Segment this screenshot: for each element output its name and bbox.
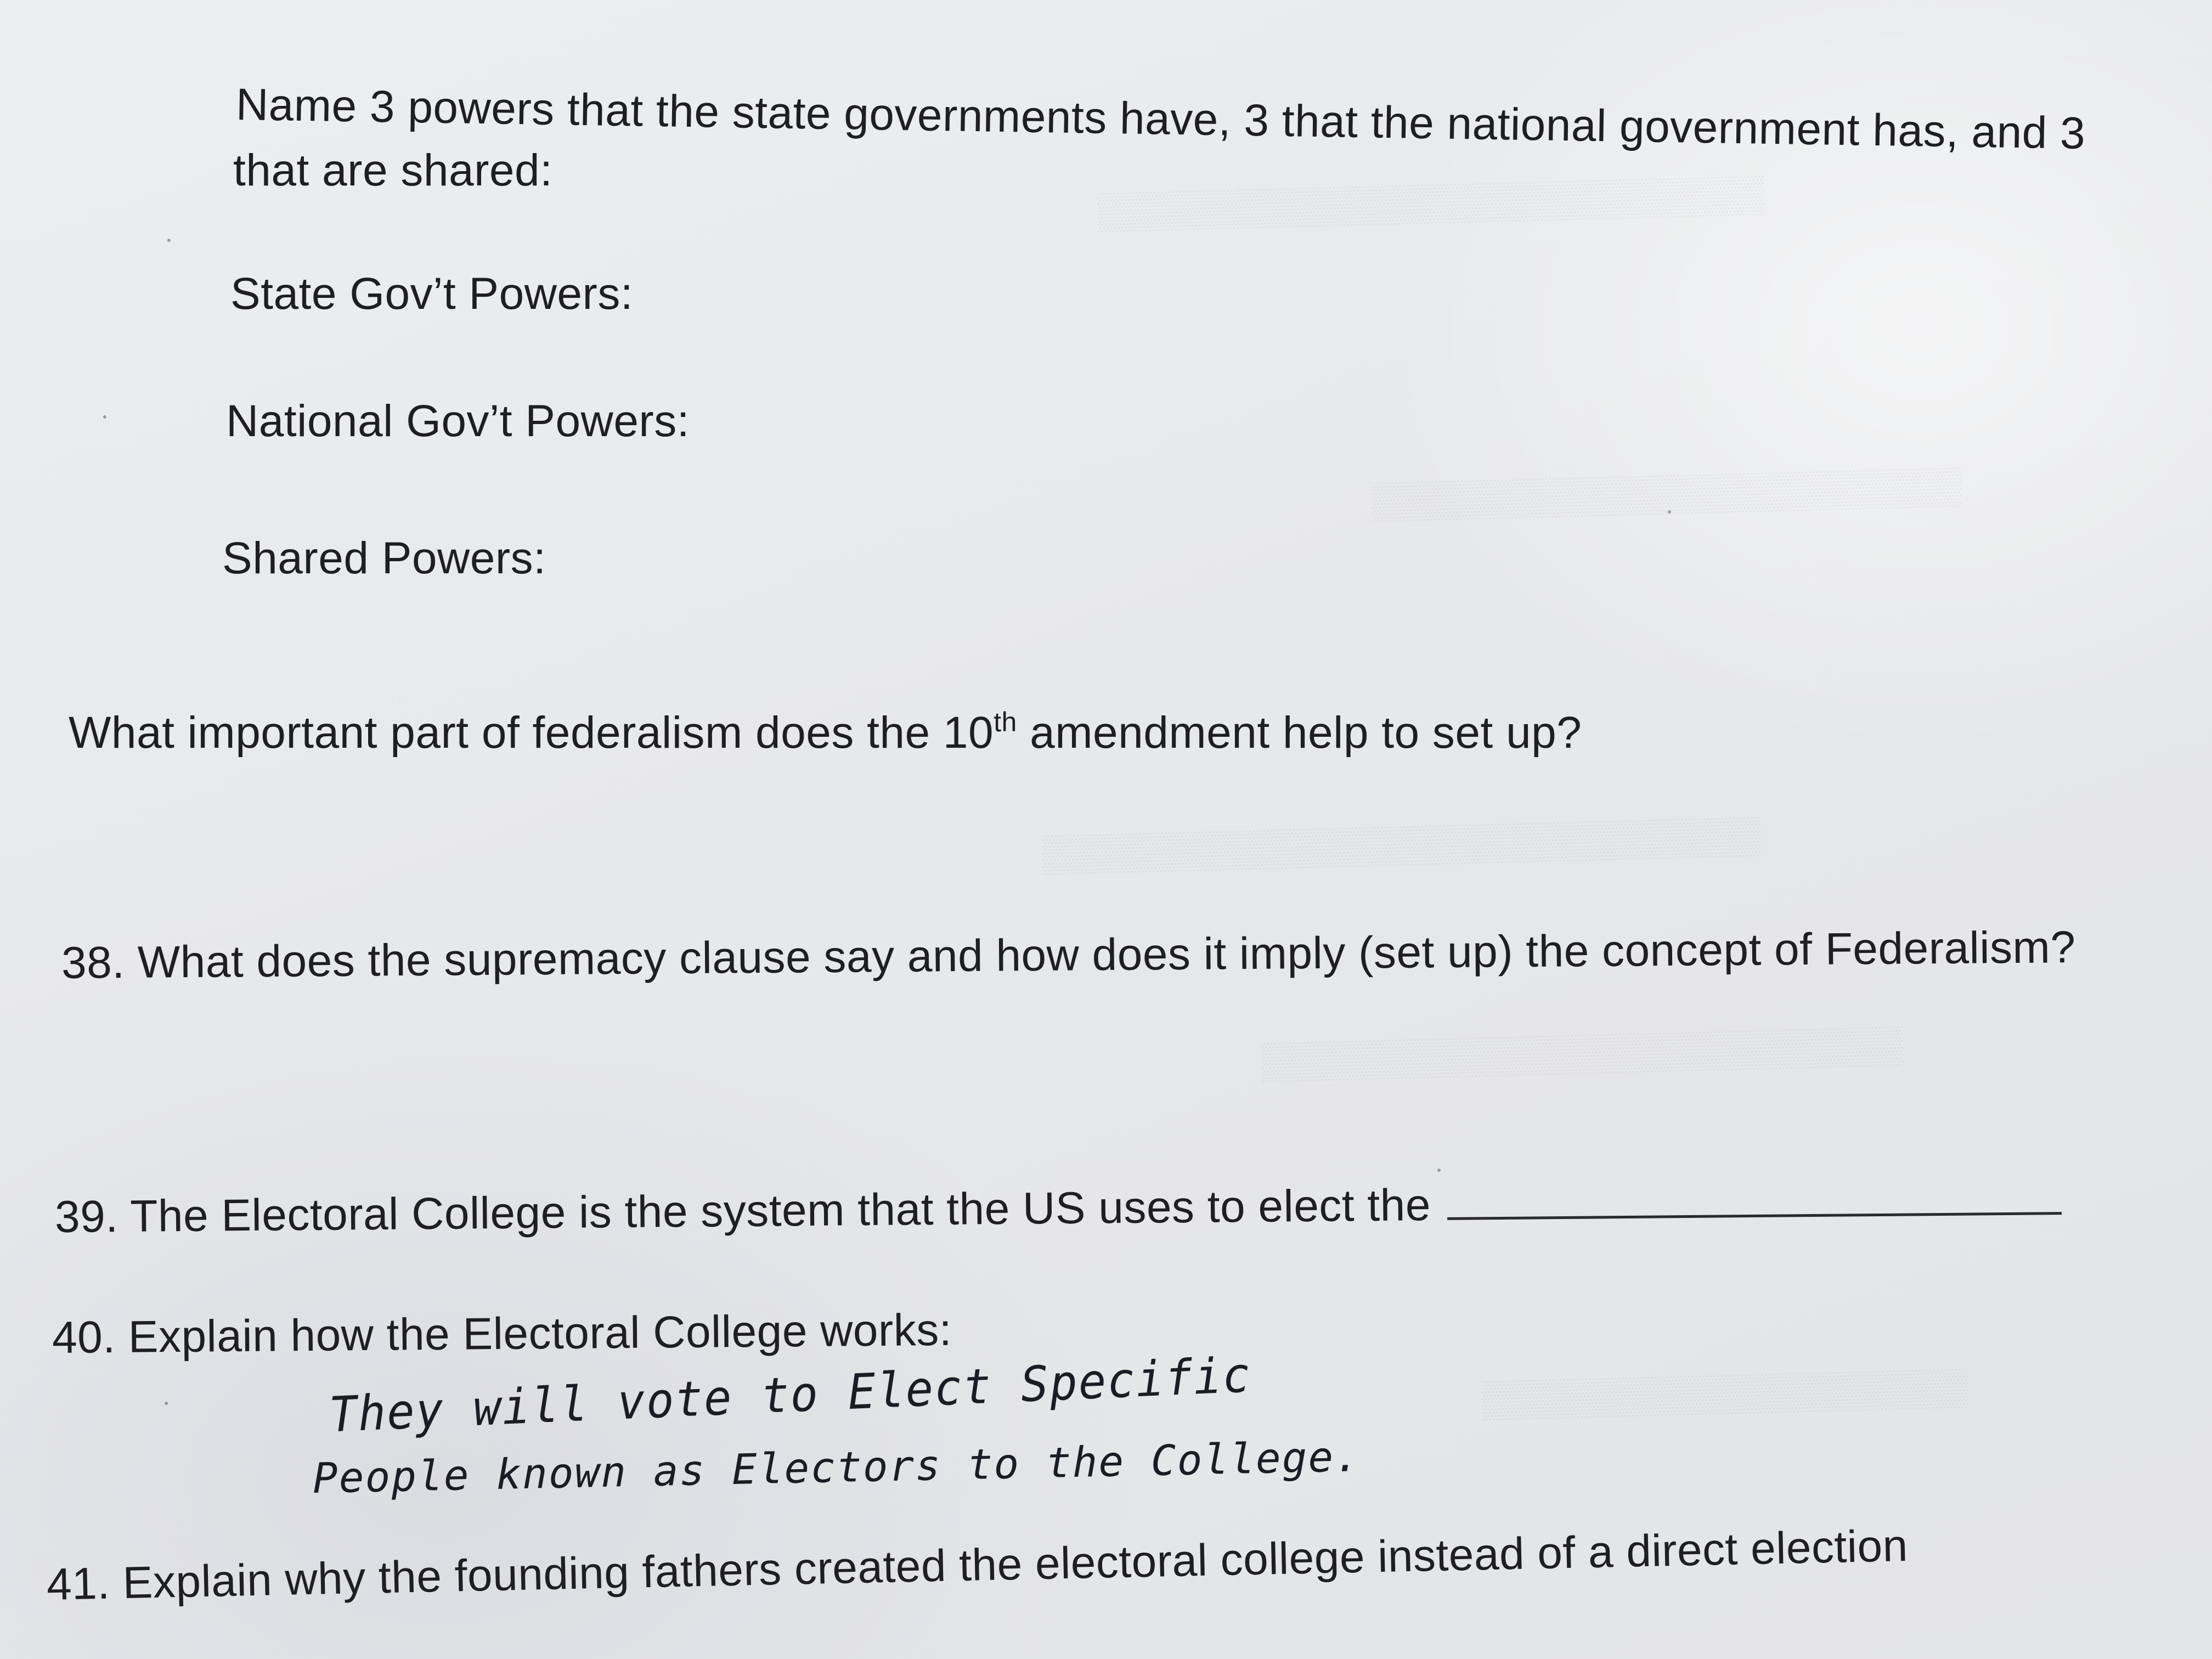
national-powers-label: National Gov’t Powers:	[226, 396, 690, 446]
question-39	[55, 1177, 2062, 1240]
bleed-through-texture: ▒▒▒▒▒▒▒▒▒▒▒▒▒▒▒▒▒▒▒▒▒▒▒▒▒▒▒▒	[1042, 814, 1762, 874]
question-40: 40. Explain how the Electoral College works:	[52, 1305, 952, 1363]
paper-speck	[1668, 510, 1671, 514]
answer-blank-line	[1447, 1206, 2062, 1220]
intro-question-line1: Name 3 powers that the state governments have, 3 that the national government has, and 3	[235, 80, 2086, 159]
question-41: 41. Explain why the founding fathers created the electoral college instead of a direct election	[46, 1520, 1909, 1610]
bleed-through-texture: ▒▒▒▒▒▒▒▒▒▒▒▒▒▒▒▒▒▒▒	[1481, 1365, 1970, 1419]
question-39-text: 39. The Electoral College is the system that the US uses to elect the	[54, 1180, 1431, 1242]
bleed-through-texture: ▒▒▒▒▒▒▒▒▒▒▒▒▒▒▒▒▒▒▒▒▒▒▒▒▒	[1261, 1023, 1904, 1081]
state-powers-label: State Gov’t Powers:	[230, 269, 634, 319]
question-38: 38. What does the supremacy clause say and how does it imply (set up) the concept of Federalism?	[61, 922, 2076, 988]
ordinal-suffix: th	[994, 707, 1017, 737]
paper-speck	[167, 239, 171, 242]
paper-speck	[1437, 1169, 1441, 1172]
bleed-through-texture: ▒▒▒▒▒▒▒▒▒▒▒▒▒▒▒▒▒▒▒▒▒▒▒	[1371, 464, 1962, 521]
tenth-amendment-question	[69, 707, 1582, 758]
shared-powers-label: Shared Powers:	[222, 533, 546, 583]
tenth-question-text: What important part of federalism does the 10	[69, 708, 994, 758]
handwritten-answer-line1: They will vote to Elect Specific	[328, 1346, 1252, 1443]
intro-question-line2: that are shared:	[233, 145, 553, 195]
paper-speck	[165, 1402, 168, 1405]
bleed-through-texture: ▒▒▒▒▒▒▒▒▒▒▒▒▒▒▒▒▒▒▒▒▒▒▒▒▒▒	[1097, 173, 1765, 231]
tenth-question-text-end: amendment help to set up?	[1017, 708, 1582, 758]
paper-speck	[103, 415, 106, 419]
handwritten-answer-line2: People known as Electors to the College.	[312, 1432, 1361, 1503]
